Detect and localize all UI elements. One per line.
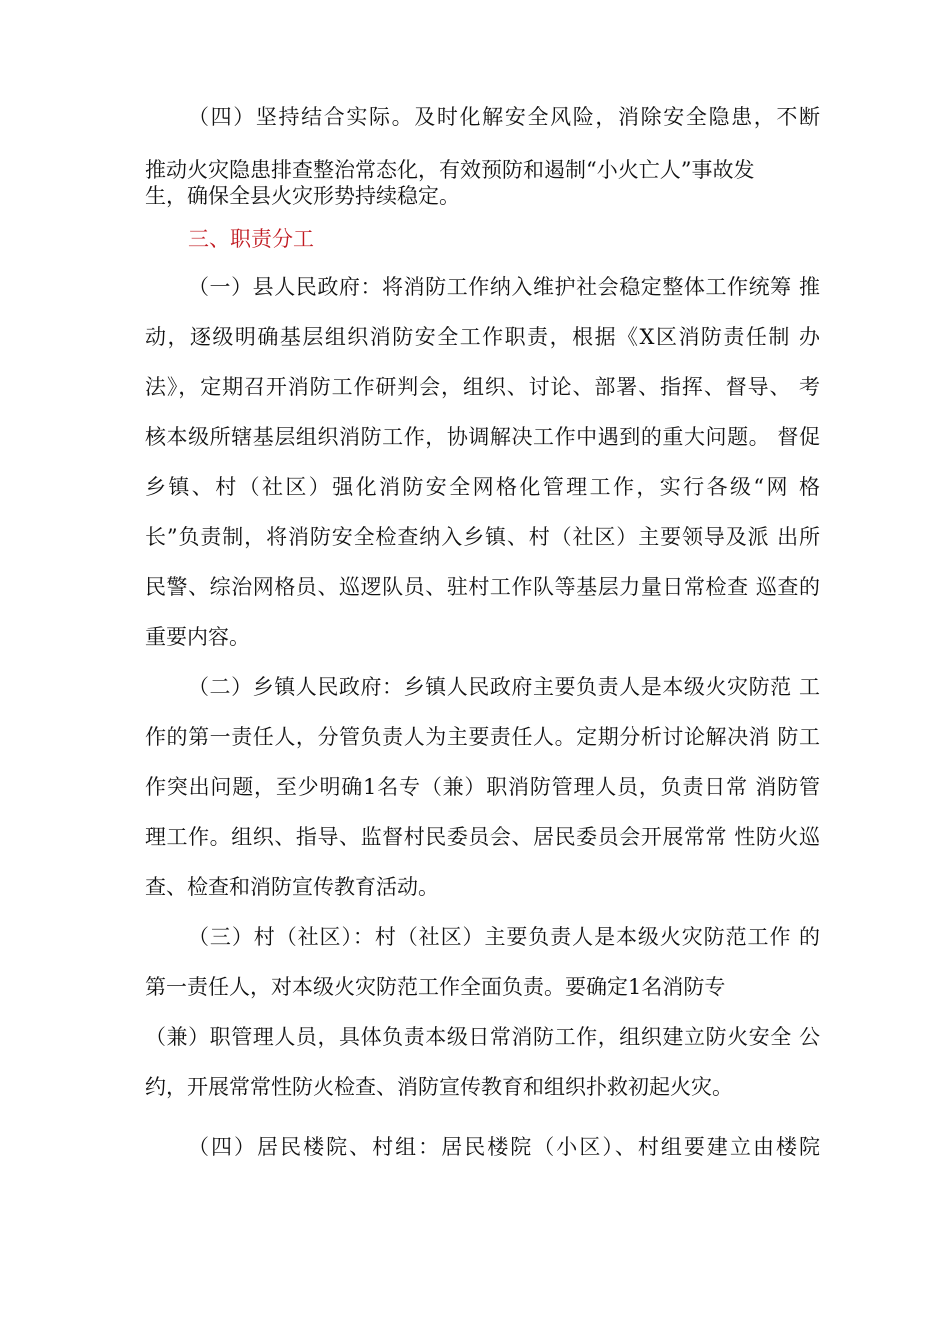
paragraph-line: 约，开展常常性防火检查、消防宣传教育和组织扑救初起火灾。 xyxy=(145,1075,733,1099)
paragraph-line: （二）乡镇人民政府：乡镇人民政府主要负责人是本级火灾防范 工 xyxy=(188,675,820,699)
paragraph-line: 生，确保全县火灾形势持续稳定。 xyxy=(145,184,460,208)
paragraph-line: 作的第一责任人，分管负责人为主要责任人。定期分析讨论解决消 防工 xyxy=(145,725,820,749)
paragraph-line: 法》，定期召开消防工作研判会，组织、讨论、部署、指挥、督导、 考 xyxy=(145,375,820,399)
paragraph-line: （四）居民楼院、村组：居民楼院（小区）、村组要建立由楼院 xyxy=(188,1135,820,1159)
paragraph-line: 重要内容。 xyxy=(145,625,250,649)
paragraph-line: （一）县人民政府：将消防工作纳入维护社会稳定整体工作统筹 推 xyxy=(188,275,820,299)
paragraph-line: （四）坚持结合实际。及时化解安全风险，消除安全隐患，不断 xyxy=(188,105,820,129)
paragraph-line: 推动火灾隐患排查整治常态化，有效预防和遏制“小火亡人”事故发 xyxy=(145,158,755,182)
paragraph-line: 查、检查和消防宣传教育活动。 xyxy=(145,875,439,899)
paragraph-line: 民警、综治网格员、巡逻队员、驻村工作队等基层力量日常检查 巡查的 xyxy=(145,575,820,599)
paragraph-line: （三）村（社区）：村（社区）主要负责人是本级火灾防范工作 的 xyxy=(188,925,820,949)
paragraph-line: 作突出问题，至少明确1名专（兼）职消防管理人员，负责日常 消防管 xyxy=(145,775,820,799)
section-heading: 三、职责分工 xyxy=(188,227,314,251)
paragraph-line: 核本级所辖基层组织消防工作，协调解决工作中遇到的重大问题。 督促 xyxy=(145,425,820,449)
paragraph-line: 乡镇、村（社区）强化消防安全网格化管理工作，实行各级“网 格 xyxy=(145,475,820,499)
paragraph-line: 长”负责制，将消防安全检查纳入乡镇、村（社区）主要领导及派 出所 xyxy=(145,525,820,549)
paragraph-line: （兼）职管理人员，具体负责本级日常消防工作，组织建立防火安全 公 xyxy=(145,1025,820,1049)
paragraph-line: 第一责任人，对本级火灾防范工作全面负责。要确定1名消防专 xyxy=(145,975,726,999)
paragraph-line: 理工作。组织、指导、监督村民委员会、居民委员会开展常常 性防火巡 xyxy=(145,825,820,849)
paragraph-line: 动，逐级明确基层组织消防安全工作职责，根据《X区消防责任制 办 xyxy=(145,325,820,349)
